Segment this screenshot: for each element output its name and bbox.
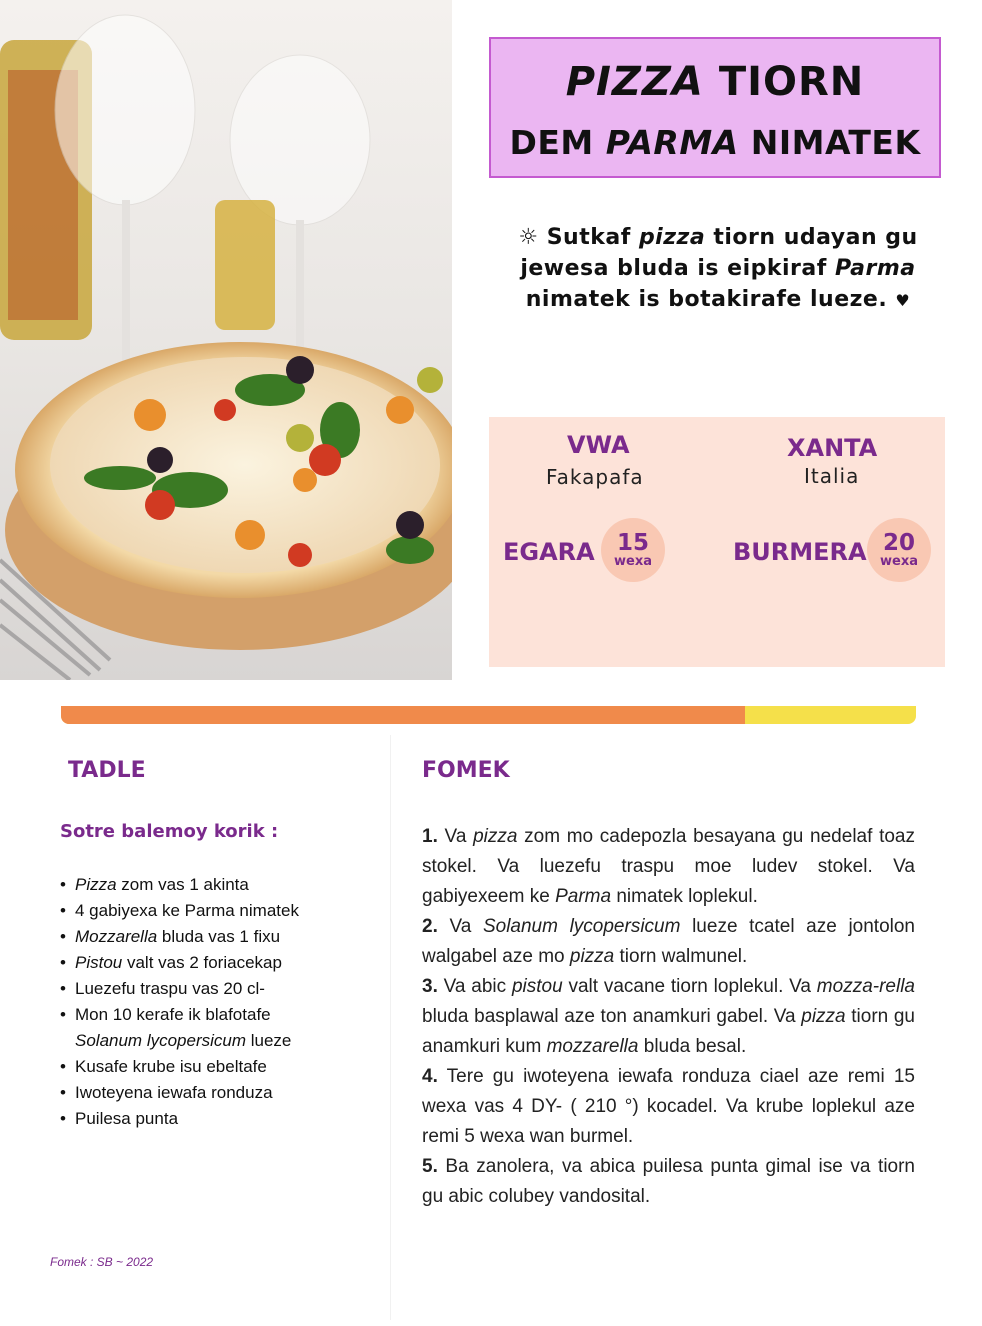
method-step: 3. Va abic pistou valt vacane tiorn loplekul. Va mozza-rella bluda basplawal aze ton anamkuri gabel. Va pizza tiorn gu anamkuri kum mozzarella bluda besal.	[422, 976, 915, 1057]
footer-credit: Fomek : SB ~ 2022	[50, 1255, 154, 1269]
vwa-label: VWA	[567, 431, 630, 459]
intro-text: ☼ Sutkaf pizza tiorn udayan gu jewesa bluda is eipkiraf Parma nimatek is botakirafe lueze. ♥	[518, 225, 918, 312]
ingredient-item: • Luezefu traspu vas 20 cl-	[60, 976, 380, 1002]
ingredients-subheading: Sotre balemoy korik :	[60, 821, 279, 842]
pizza-photo	[0, 0, 452, 680]
burmera-badge: 20 wexa	[867, 518, 931, 582]
progress-bar	[61, 706, 916, 724]
ingredient-item: • Pistou valt vas 2 foriacekap	[60, 950, 380, 976]
ingredient-list	[60, 872, 380, 1132]
ingredient-item: • Puilesa punta	[60, 1106, 380, 1132]
column-divider	[390, 735, 391, 1320]
ingredient-item: • Mon 10 kerafe ik blafotafe Solanum lycopersicum lueze	[60, 1002, 380, 1054]
sun-icon: ☼	[518, 225, 539, 250]
egara-badge: 15 wexa	[601, 518, 665, 582]
ingredients-heading: TADLE	[68, 758, 146, 783]
ingredient-item: • Iwoteyena iewafa ronduza	[60, 1080, 380, 1106]
ingredient-item: • Mozzarella bluda vas 1 fixu	[60, 924, 380, 950]
method-steps	[422, 822, 915, 1212]
method-heading: FOMEK	[422, 758, 510, 783]
info-box	[489, 417, 945, 667]
method-step: 1. Va pizza zom mo cadepozla besayana gu nedelaf toaz stokel. Va luezefu traspu moe ludev stokel. Va gabiyexeem ke Parma nimatek loplekul.	[422, 826, 915, 907]
recipe-title-box	[489, 37, 941, 178]
title-line-2: DEM PARMA NIMATEK	[509, 123, 921, 162]
progress-bar-fill	[61, 706, 745, 724]
xanta-value: Italia	[804, 464, 860, 488]
method-step: 5. Ba zanolera, va abica puilesa punta gimal ise va tiorn gu abic colubey vandosital.	[422, 1156, 915, 1207]
method-step: 2. Va Solanum lycopersicum lueze tcatel aze jontolon walgabel aze mo pizza tiorn walmunel.	[422, 916, 916, 967]
heart-icon: ♥	[895, 291, 911, 310]
method-step: 4. Tere gu iwoteyena iewafa ronduza ciael aze remi 15 wexa vas 4 DY- ( 210 °) kocadel. Va krube loplekul aze remi 5 wexa wan burmel.	[422, 1066, 915, 1147]
egara-label: EGARA	[503, 538, 595, 566]
vwa-value: Fakapafa	[546, 465, 644, 489]
xanta-label: XANTA	[787, 434, 878, 462]
ingredient-item: • Kusafe krube isu ebeltafe	[60, 1054, 380, 1080]
ingredient-item: • 4 gabiyexa ke Parma nimatek	[60, 898, 380, 924]
ingredient-item: • Pizza zom vas 1 akinta	[60, 872, 380, 898]
title-line-1: PIZZA TIORN	[565, 59, 865, 105]
burmera-label: BURMERA	[733, 538, 867, 566]
